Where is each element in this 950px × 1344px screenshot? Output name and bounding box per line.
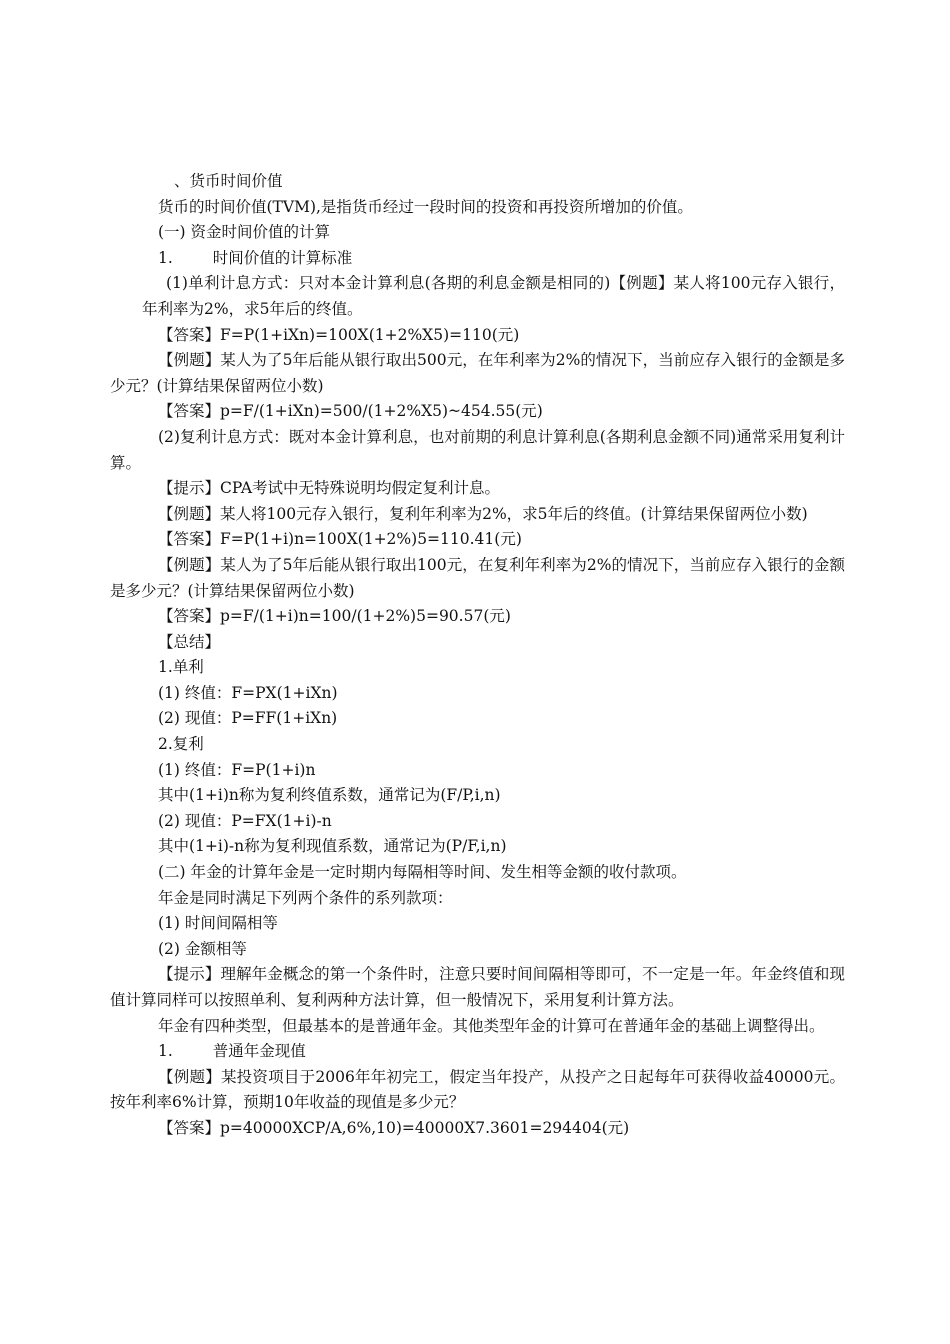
heading-number: 1. [158,1042,173,1061]
list-item: (1) 终值：F=PX(1+iXn) [158,683,338,702]
answer-line: 【答案】F=P(1+i)n=100X(1+2%)5=110.41(元) [158,530,522,549]
list-item: 2.复利 [158,735,204,754]
summary-heading: 【总结】 [158,632,221,651]
subsection-heading: (一) 资金时间价值的计算 [158,223,331,242]
numbered-heading [110,246,845,272]
list-item: (1) 时间间隔相等 [158,914,278,933]
answer-line: 【答案】p=40000XCP/A,6%,10)=40000X7.3601=294404(元) [158,1118,630,1137]
heading-text: 普通年金现值 [212,1042,306,1061]
paragraph: (1)单利计息方式：只对本金计算利息(各期的利息金额是相同的)【例题】某人将100元存入银行，年利率为2%，求5年后的终值。 [142,274,845,318]
tip-line: 【提示】CPA考试中无特殊说明均假定复利计息。 [158,479,501,498]
list-item: 1.单利 [158,658,204,677]
example-paragraph: 【例题】某投资项目于2006年年初完工，假定当年投产，从投产之日起每年可获得收益40000元。按年利率6%计算，预期10年收益的现值是多少元？ [110,1067,845,1112]
paragraph: 年金有四种类型，但最基本的是普通年金。其他类型年金的计算可在普通年金的基础上调整得出。 [158,1016,825,1035]
list-item: (2) 现值：P=FX(1+i)-n [158,811,332,830]
document-body [110,169,845,1142]
tip-paragraph: 【提示】理解年金概念的第一个条件时，注意只要时间间隔相等即可，不一定是一年。年金终值和现值计算同样可以按照单利、复利两种方法计算，但一般情况下，采用复利计算方法。 [110,965,845,1009]
list-item: (2) 现值：P=FF(1+iXn) [158,709,338,728]
answer-line: 【答案】p=F/(1+iXn)=500/(1+2%X5)~454.55(元) [158,402,543,421]
example-paragraph: 【例题】某人将100元存入银行，复利年利率为2%，求5年后的终值。(计算结果保留两位小数) [158,504,808,523]
paragraph: 货币的时间价值(TVM),是指货币经过一段时间的投资和再投资所增加的价值。 [158,197,693,216]
example-paragraph: 【例题】某人为了5年后能从银行取出100元，在复利年利率为2%的情况下，当前应存入银行的金额是多少元？(计算结果保留两位小数) [110,555,845,600]
list-item: (1) 终值：F=P(1+i)n [158,760,316,779]
list-item: (2) 金额相等 [158,939,247,958]
heading-text: 时间价值的计算标准 [212,248,353,267]
paragraph: (2)复利计息方式：既对本金计算利息，也对前期的利息计算利息(各期利息金额不同)通常采用复利计算。 [110,427,845,472]
section-heading: 、货币时间价值 [174,172,283,190]
answer-line: 【答案】F=P(1+iXn)=100X(1+2%X5)=110(元) [158,325,520,344]
subsection-heading: (二) 年金的计算年金是一定时期内每隔相等时间、发生相等金额的收付款项。 [158,863,687,882]
example-paragraph: 【例题】某人为了5年后能从银行取出500元，在年利率为2%的情况下，当前应存入银行的金额是多少元？(计算结果保留两位小数) [110,351,845,395]
paragraph: 年金是同时满足下列两个条件的系列款项： [158,888,453,907]
list-item: 其中(1+i)-n称为复利现值系数，通常记为(P/F,i,n) [158,837,507,856]
heading-number: 1. [158,248,173,267]
list-item: 其中(1+i)n称为复利终值系数，通常记为(F/P,i,n) [158,786,501,805]
numbered-heading [110,1039,845,1065]
answer-line: 【答案】p=F/(1+i)n=100/(1+2%)5=90.57(元) [158,607,511,626]
